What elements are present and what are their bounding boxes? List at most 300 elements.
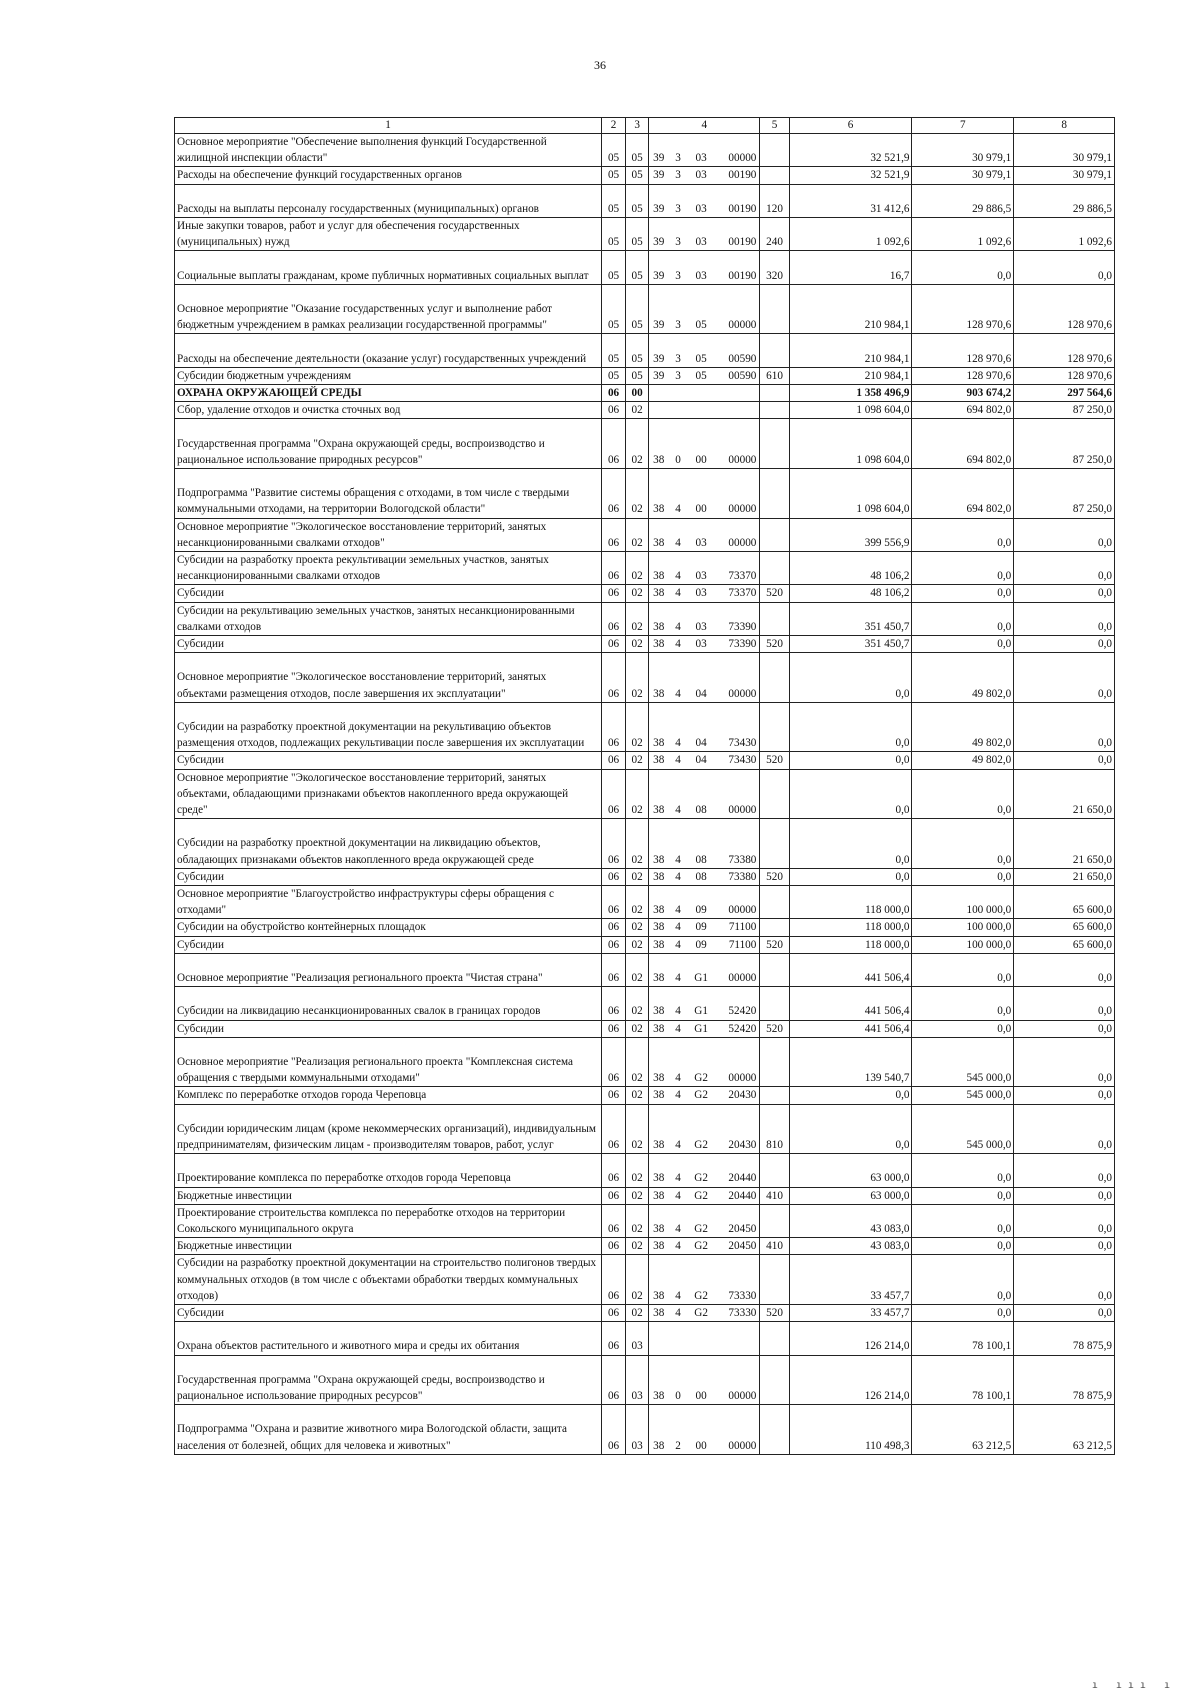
- row-direction: 00000: [714, 284, 760, 334]
- row-expense-type: 240: [760, 218, 789, 251]
- row-expense-type: [760, 953, 789, 986]
- row-ministry: 06: [601, 953, 625, 986]
- row-ministry: 06: [601, 769, 625, 819]
- row-subprogram: 4: [668, 987, 689, 1020]
- row-activity: 03: [689, 167, 714, 184]
- row-ministry: 06: [601, 1187, 625, 1204]
- row-subprogram: 3: [668, 134, 689, 167]
- row-expense-type: [760, 518, 789, 551]
- row-activity: [689, 402, 714, 419]
- row-activity: G2: [689, 1204, 714, 1237]
- row-program: [649, 402, 668, 419]
- row-expense-type: 520: [760, 1020, 789, 1037]
- row-subprogram: 2: [668, 1405, 689, 1455]
- row-expense-type: [760, 134, 789, 167]
- row-amount-col7: 0,0: [912, 819, 1014, 869]
- row-activity: 03: [689, 551, 714, 584]
- row-activity: 09: [689, 886, 714, 919]
- row-activity: [689, 1322, 714, 1355]
- row-direction: 00000: [714, 653, 760, 703]
- row-subprogram: 4: [668, 1154, 689, 1187]
- row-expense-type: [760, 384, 789, 401]
- row-amount-col8: 0,0: [1014, 1255, 1115, 1305]
- row-activity: 00: [689, 1355, 714, 1405]
- table-row: [175, 987, 1115, 1020]
- row-subprogram: 4: [668, 936, 689, 953]
- row-expense-type: [760, 419, 789, 469]
- row-activity: 03: [689, 218, 714, 251]
- row-amount-col8: 0,0: [1014, 551, 1115, 584]
- row-section: 05: [626, 134, 649, 167]
- row-program: 38: [649, 419, 668, 469]
- row-ministry: 05: [601, 218, 625, 251]
- row-amount-col8: 128 970,6: [1014, 284, 1115, 334]
- row-section: 02: [626, 1037, 649, 1087]
- row-amount-col8: 0,0: [1014, 518, 1115, 551]
- row-subprogram: 4: [668, 1187, 689, 1204]
- table-row: [175, 886, 1115, 919]
- row-name: Проектирование комплекса по переработке отходов города Череповца: [175, 1154, 602, 1187]
- row-subprogram: 4: [668, 1305, 689, 1322]
- row-ministry: 06: [601, 1405, 625, 1455]
- header-cell: 8: [1014, 118, 1115, 134]
- row-ministry: 05: [601, 367, 625, 384]
- row-subprogram: 4: [668, 886, 689, 919]
- row-section: 02: [626, 468, 649, 518]
- row-program: 39: [649, 167, 668, 184]
- row-amount-col6: 441 506,4: [789, 1020, 912, 1037]
- row-activity: 04: [689, 653, 714, 703]
- row-amount-col7: 63 212,5: [912, 1405, 1014, 1455]
- row-subprogram: 4: [668, 819, 689, 869]
- row-expense-type: 120: [760, 184, 789, 217]
- row-activity: 03: [689, 251, 714, 284]
- row-expense-type: [760, 919, 789, 936]
- row-direction: 73380: [714, 868, 760, 885]
- row-section: 02: [626, 1020, 649, 1037]
- row-name: Социальные выплаты гражданам, кроме публичных нормативных социальных выплат: [175, 251, 602, 284]
- row-program: 38: [649, 886, 668, 919]
- row-direction: 00590: [714, 334, 760, 367]
- row-amount-col7: 0,0: [912, 987, 1014, 1020]
- row-amount-col8: 0,0: [1014, 1154, 1115, 1187]
- row-section: 03: [626, 1355, 649, 1405]
- row-amount-col6: 118 000,0: [789, 936, 912, 953]
- row-name: Субсидии: [175, 636, 602, 653]
- row-program: 38: [649, 819, 668, 869]
- row-subprogram: [668, 1322, 689, 1355]
- row-direction: 00000: [714, 468, 760, 518]
- row-section: 02: [626, 1204, 649, 1237]
- row-amount-col8: 0,0: [1014, 1204, 1115, 1237]
- row-program: 38: [649, 1238, 668, 1255]
- table-row: [175, 367, 1115, 384]
- row-amount-col6: 0,0: [789, 868, 912, 885]
- row-activity: G1: [689, 953, 714, 986]
- row-section: 02: [626, 953, 649, 986]
- row-section: 05: [626, 367, 649, 384]
- row-amount-col6: 0,0: [789, 702, 912, 752]
- row-amount-col8: 0,0: [1014, 752, 1115, 769]
- row-amount-col7: 128 970,6: [912, 334, 1014, 367]
- row-section: 02: [626, 518, 649, 551]
- row-amount-col8: 0,0: [1014, 636, 1115, 653]
- row-amount-col6: 1 098 604,0: [789, 402, 912, 419]
- row-program: 38: [649, 1405, 668, 1455]
- row-amount-col7: 0,0: [912, 1204, 1014, 1237]
- row-name: Расходы на выплаты персоналу государственных (муниципальных) органов: [175, 184, 602, 217]
- row-amount-col7: 100 000,0: [912, 886, 1014, 919]
- row-activity: G2: [689, 1238, 714, 1255]
- row-expense-type: [760, 1204, 789, 1237]
- row-amount-col7: 49 802,0: [912, 702, 1014, 752]
- row-amount-col7: 0,0: [912, 1020, 1014, 1037]
- row-ministry: 06: [601, 1104, 625, 1154]
- row-activity: 00: [689, 419, 714, 469]
- row-ministry: 05: [601, 334, 625, 367]
- header-row: [175, 118, 1115, 134]
- row-ministry: 06: [601, 468, 625, 518]
- row-ministry: 05: [601, 251, 625, 284]
- row-subprogram: 4: [668, 518, 689, 551]
- row-direction: 71100: [714, 936, 760, 953]
- row-amount-col6: 16,7: [789, 251, 912, 284]
- row-amount-col6: 0,0: [789, 1104, 912, 1154]
- row-expense-type: 520: [760, 585, 789, 602]
- row-program: 38: [649, 987, 668, 1020]
- row-subprogram: 4: [668, 919, 689, 936]
- row-activity: 08: [689, 769, 714, 819]
- row-direction: 00000: [714, 886, 760, 919]
- row-program: 38: [649, 585, 668, 602]
- row-program: 38: [649, 868, 668, 885]
- row-subprogram: 4: [668, 585, 689, 602]
- row-amount-col7: 545 000,0: [912, 1087, 1014, 1104]
- row-amount-col7: 0,0: [912, 551, 1014, 584]
- row-amount-col7: 30 979,1: [912, 167, 1014, 184]
- row-section: 02: [626, 1154, 649, 1187]
- row-subprogram: 0: [668, 1355, 689, 1405]
- row-ministry: 06: [601, 1037, 625, 1087]
- row-subprogram: 3: [668, 284, 689, 334]
- row-name: Государственная программа "Охрана окружающей среды, воспроизводство и рациональное использование природных ресурсов": [175, 419, 602, 469]
- row-direction: [714, 1322, 760, 1355]
- row-ministry: 06: [601, 1087, 625, 1104]
- row-program: 38: [649, 602, 668, 635]
- row-ministry: 05: [601, 184, 625, 217]
- row-name: Субсидии юридическим лицам (кроме некоммерческих организаций), индивидуальным предпринимателям, физическим лицам - производителям товаров, работ, услуг: [175, 1104, 602, 1154]
- row-amount-col8: 87 250,0: [1014, 419, 1115, 469]
- row-section: 02: [626, 702, 649, 752]
- row-amount-col8: 0,0: [1014, 1187, 1115, 1204]
- table-row: [175, 1204, 1115, 1237]
- row-subprogram: [668, 402, 689, 419]
- row-amount-col8: 65 600,0: [1014, 936, 1115, 953]
- row-ministry: 06: [601, 551, 625, 584]
- header-cell: 4: [649, 118, 760, 134]
- row-amount-col6: 441 506,4: [789, 987, 912, 1020]
- row-name: Субсидии: [175, 585, 602, 602]
- row-direction: 52420: [714, 1020, 760, 1037]
- row-activity: 03: [689, 518, 714, 551]
- row-direction: 20430: [714, 1104, 760, 1154]
- row-subprogram: 4: [668, 769, 689, 819]
- row-expense-type: [760, 1322, 789, 1355]
- row-program: 38: [649, 518, 668, 551]
- row-program: 38: [649, 551, 668, 584]
- table-row: [175, 752, 1115, 769]
- row-amount-col8: 30 979,1: [1014, 134, 1115, 167]
- row-activity: 00: [689, 1405, 714, 1455]
- row-amount-col7: 0,0: [912, 769, 1014, 819]
- row-amount-col6: 1 098 604,0: [789, 468, 912, 518]
- row-name: Субсидии на обустройство контейнерных площадок: [175, 919, 602, 936]
- row-amount-col7: 30 979,1: [912, 134, 1014, 167]
- row-program: 39: [649, 284, 668, 334]
- table-row: [175, 1255, 1115, 1305]
- row-activity: 04: [689, 752, 714, 769]
- table-row: [175, 167, 1115, 184]
- row-activity: 04: [689, 702, 714, 752]
- row-expense-type: 810: [760, 1104, 789, 1154]
- row-amount-col7: 0,0: [912, 518, 1014, 551]
- row-ministry: 05: [601, 167, 625, 184]
- row-section: 02: [626, 936, 649, 953]
- row-section: 02: [626, 1305, 649, 1322]
- row-amount-col7: 0,0: [912, 1255, 1014, 1305]
- row-direction: 73330: [714, 1305, 760, 1322]
- row-activity: G1: [689, 1020, 714, 1037]
- row-direction: 20450: [714, 1204, 760, 1237]
- row-activity: 00: [689, 468, 714, 518]
- budget-table: [174, 117, 1115, 1455]
- row-amount-col8: 0,0: [1014, 1037, 1115, 1087]
- row-expense-type: 520: [760, 868, 789, 885]
- row-expense-type: [760, 1255, 789, 1305]
- row-expense-type: 410: [760, 1187, 789, 1204]
- row-amount-col7: 0,0: [912, 251, 1014, 284]
- row-program: [649, 1322, 668, 1355]
- row-name: Бюджетные инвестиции: [175, 1238, 602, 1255]
- row-expense-type: 410: [760, 1238, 789, 1255]
- row-name: Основное мероприятие "Обеспечение выполнения функций Государственной жилищной инспекции области": [175, 134, 602, 167]
- row-section: 02: [626, 653, 649, 703]
- row-amount-col7: 29 886,5: [912, 184, 1014, 217]
- row-subprogram: [668, 384, 689, 401]
- row-expense-type: [760, 167, 789, 184]
- row-program: 38: [649, 1154, 668, 1187]
- row-name: Субсидии на разработку проектной документации на строительство полигонов твердых коммунальных отходов (в том числе с объектами обработки твердых коммунальных отходов): [175, 1255, 602, 1305]
- row-direction: 20440: [714, 1154, 760, 1187]
- row-activity: 05: [689, 334, 714, 367]
- row-name: Основное мероприятие "Реализация регионального проекта "Комплексная система обращения с твердыми коммунальными отходами": [175, 1037, 602, 1087]
- row-amount-col7: 78 100,1: [912, 1322, 1014, 1355]
- row-amount-col8: 87 250,0: [1014, 468, 1115, 518]
- row-subprogram: 4: [668, 1255, 689, 1305]
- row-amount-col8: 0,0: [1014, 251, 1115, 284]
- row-direction: 00590: [714, 367, 760, 384]
- row-ministry: 06: [601, 752, 625, 769]
- row-direction: 73380: [714, 819, 760, 869]
- row-expense-type: [760, 819, 789, 869]
- row-name: Субсидии: [175, 752, 602, 769]
- table-row: [175, 134, 1115, 167]
- row-amount-col7: 545 000,0: [912, 1104, 1014, 1154]
- row-expense-type: [760, 702, 789, 752]
- row-name: Субсидии на ликвидацию несанкционированных свалок в границах городов: [175, 987, 602, 1020]
- header-cell: 7: [912, 118, 1014, 134]
- row-expense-type: 320: [760, 251, 789, 284]
- row-direction: 73390: [714, 602, 760, 635]
- row-section: 02: [626, 402, 649, 419]
- row-amount-col7: 49 802,0: [912, 653, 1014, 703]
- row-name: Основное мероприятие "Экологическое восстановление территорий, занятых объектами, обладающими признаками объектов накопленного вреда окружающей среде": [175, 769, 602, 819]
- row-section: 02: [626, 886, 649, 919]
- table-row: [175, 1238, 1115, 1255]
- row-amount-col6: 48 106,2: [789, 585, 912, 602]
- row-amount-col8: 21 650,0: [1014, 769, 1115, 819]
- row-section: 05: [626, 284, 649, 334]
- row-amount-col6: 0,0: [789, 769, 912, 819]
- row-direction: 20440: [714, 1187, 760, 1204]
- row-expense-type: [760, 653, 789, 703]
- table-row: [175, 585, 1115, 602]
- row-activity: G2: [689, 1154, 714, 1187]
- row-amount-col6: 1 092,6: [789, 218, 912, 251]
- row-amount-col6: 33 457,7: [789, 1255, 912, 1305]
- row-amount-col8: 21 650,0: [1014, 868, 1115, 885]
- row-expense-type: [760, 334, 789, 367]
- table-row: [175, 769, 1115, 819]
- row-ministry: 06: [601, 1322, 625, 1355]
- row-direction: 71100: [714, 919, 760, 936]
- table-row: [175, 602, 1115, 635]
- row-amount-col6: 33 457,7: [789, 1305, 912, 1322]
- row-subprogram: 3: [668, 218, 689, 251]
- row-amount-col8: 65 600,0: [1014, 886, 1115, 919]
- row-amount-col8: 0,0: [1014, 1087, 1115, 1104]
- row-amount-col6: 43 083,0: [789, 1204, 912, 1237]
- row-program: [649, 384, 668, 401]
- table-row: [175, 868, 1115, 885]
- row-activity: 03: [689, 184, 714, 217]
- row-program: 38: [649, 1187, 668, 1204]
- row-amount-col6: 210 984,1: [789, 284, 912, 334]
- row-name: Субсидии на рекультивацию земельных участков, занятых несанкционированными свалками отходов: [175, 602, 602, 635]
- row-amount-col7: 0,0: [912, 1154, 1014, 1187]
- row-program: 38: [649, 936, 668, 953]
- row-amount-col7: 0,0: [912, 1238, 1014, 1255]
- row-direction: 73430: [714, 752, 760, 769]
- table-row: [175, 653, 1115, 703]
- row-activity: G2: [689, 1187, 714, 1204]
- row-amount-col6: 43 083,0: [789, 1238, 912, 1255]
- row-name: Расходы на обеспечение функций государственных органов: [175, 167, 602, 184]
- row-section: 02: [626, 819, 649, 869]
- table-row: [175, 1305, 1115, 1322]
- table-row: [175, 419, 1115, 469]
- row-program: 38: [649, 702, 668, 752]
- row-direction: 20430: [714, 1087, 760, 1104]
- row-section: 02: [626, 551, 649, 584]
- row-amount-col7: 0,0: [912, 1305, 1014, 1322]
- row-direction: [714, 402, 760, 419]
- row-direction: 20450: [714, 1238, 760, 1255]
- row-section: 02: [626, 1087, 649, 1104]
- row-amount-col6: 0,0: [789, 752, 912, 769]
- row-subprogram: 0: [668, 419, 689, 469]
- row-amount-col6: 48 106,2: [789, 551, 912, 584]
- row-section: 02: [626, 868, 649, 885]
- row-amount-col6: 0,0: [789, 819, 912, 869]
- row-direction: 73370: [714, 585, 760, 602]
- row-direction: 00000: [714, 1037, 760, 1087]
- row-subprogram: 4: [668, 1104, 689, 1154]
- row-program: 39: [649, 184, 668, 217]
- row-amount-col8: 0,0: [1014, 1104, 1115, 1154]
- table-row: [175, 702, 1115, 752]
- row-name: Субсидии: [175, 936, 602, 953]
- row-amount-col8: 0,0: [1014, 987, 1115, 1020]
- row-direction: 00000: [714, 769, 760, 819]
- row-subprogram: 4: [668, 1037, 689, 1087]
- row-expense-type: [760, 769, 789, 819]
- row-section: 05: [626, 167, 649, 184]
- row-amount-col6: 126 214,0: [789, 1322, 912, 1355]
- row-amount-col8: 30 979,1: [1014, 167, 1115, 184]
- row-section: 02: [626, 919, 649, 936]
- row-ministry: 06: [601, 819, 625, 869]
- row-name: Субсидии на разработку проектной документации на рекультивацию объектов размещения отходов, подлежащих рекультивации после завершения их эксплуатации: [175, 702, 602, 752]
- row-program: 39: [649, 218, 668, 251]
- row-amount-col7: 0,0: [912, 1187, 1014, 1204]
- row-amount-col8: 87 250,0: [1014, 402, 1115, 419]
- row-ministry: 06: [601, 518, 625, 551]
- row-name: Иные закупки товаров, работ и услуг для обеспечения государственных (муниципальных) нужд: [175, 218, 602, 251]
- row-activity: 08: [689, 819, 714, 869]
- row-name: Подпрограмма "Охрана и развитие животного мира Вологодской области, защита населения от болезней, общих для человека и животных": [175, 1405, 602, 1455]
- row-direction: 73390: [714, 636, 760, 653]
- row-ministry: 06: [601, 936, 625, 953]
- table-row: [175, 384, 1115, 401]
- row-section: 02: [626, 1255, 649, 1305]
- header-cell: 3: [626, 118, 649, 134]
- header-cell: 6: [789, 118, 912, 134]
- row-amount-col6: 1 358 496,9: [789, 384, 912, 401]
- header-cell: 5: [760, 118, 789, 134]
- row-ministry: 06: [601, 1204, 625, 1237]
- row-name: Основное мероприятие "Благоустройство инфраструктуры сферы обращения с отходами": [175, 886, 602, 919]
- row-ministry: 06: [601, 987, 625, 1020]
- row-amount-col8: 29 886,5: [1014, 184, 1115, 217]
- row-section: 05: [626, 218, 649, 251]
- row-expense-type: [760, 1087, 789, 1104]
- row-amount-col7: 100 000,0: [912, 936, 1014, 953]
- row-program: 38: [649, 1305, 668, 1322]
- table-row: [175, 953, 1115, 986]
- row-amount-col8: 1 092,6: [1014, 218, 1115, 251]
- table-row: [175, 1104, 1115, 1154]
- row-ministry: 06: [601, 1305, 625, 1322]
- row-amount-col6: 118 000,0: [789, 886, 912, 919]
- row-amount-col6: 210 984,1: [789, 367, 912, 384]
- row-amount-col7: 100 000,0: [912, 919, 1014, 936]
- row-activity: 09: [689, 936, 714, 953]
- row-name: Субсидии: [175, 868, 602, 885]
- row-activity: G2: [689, 1104, 714, 1154]
- row-amount-col8: 21 650,0: [1014, 819, 1115, 869]
- row-program: 38: [649, 953, 668, 986]
